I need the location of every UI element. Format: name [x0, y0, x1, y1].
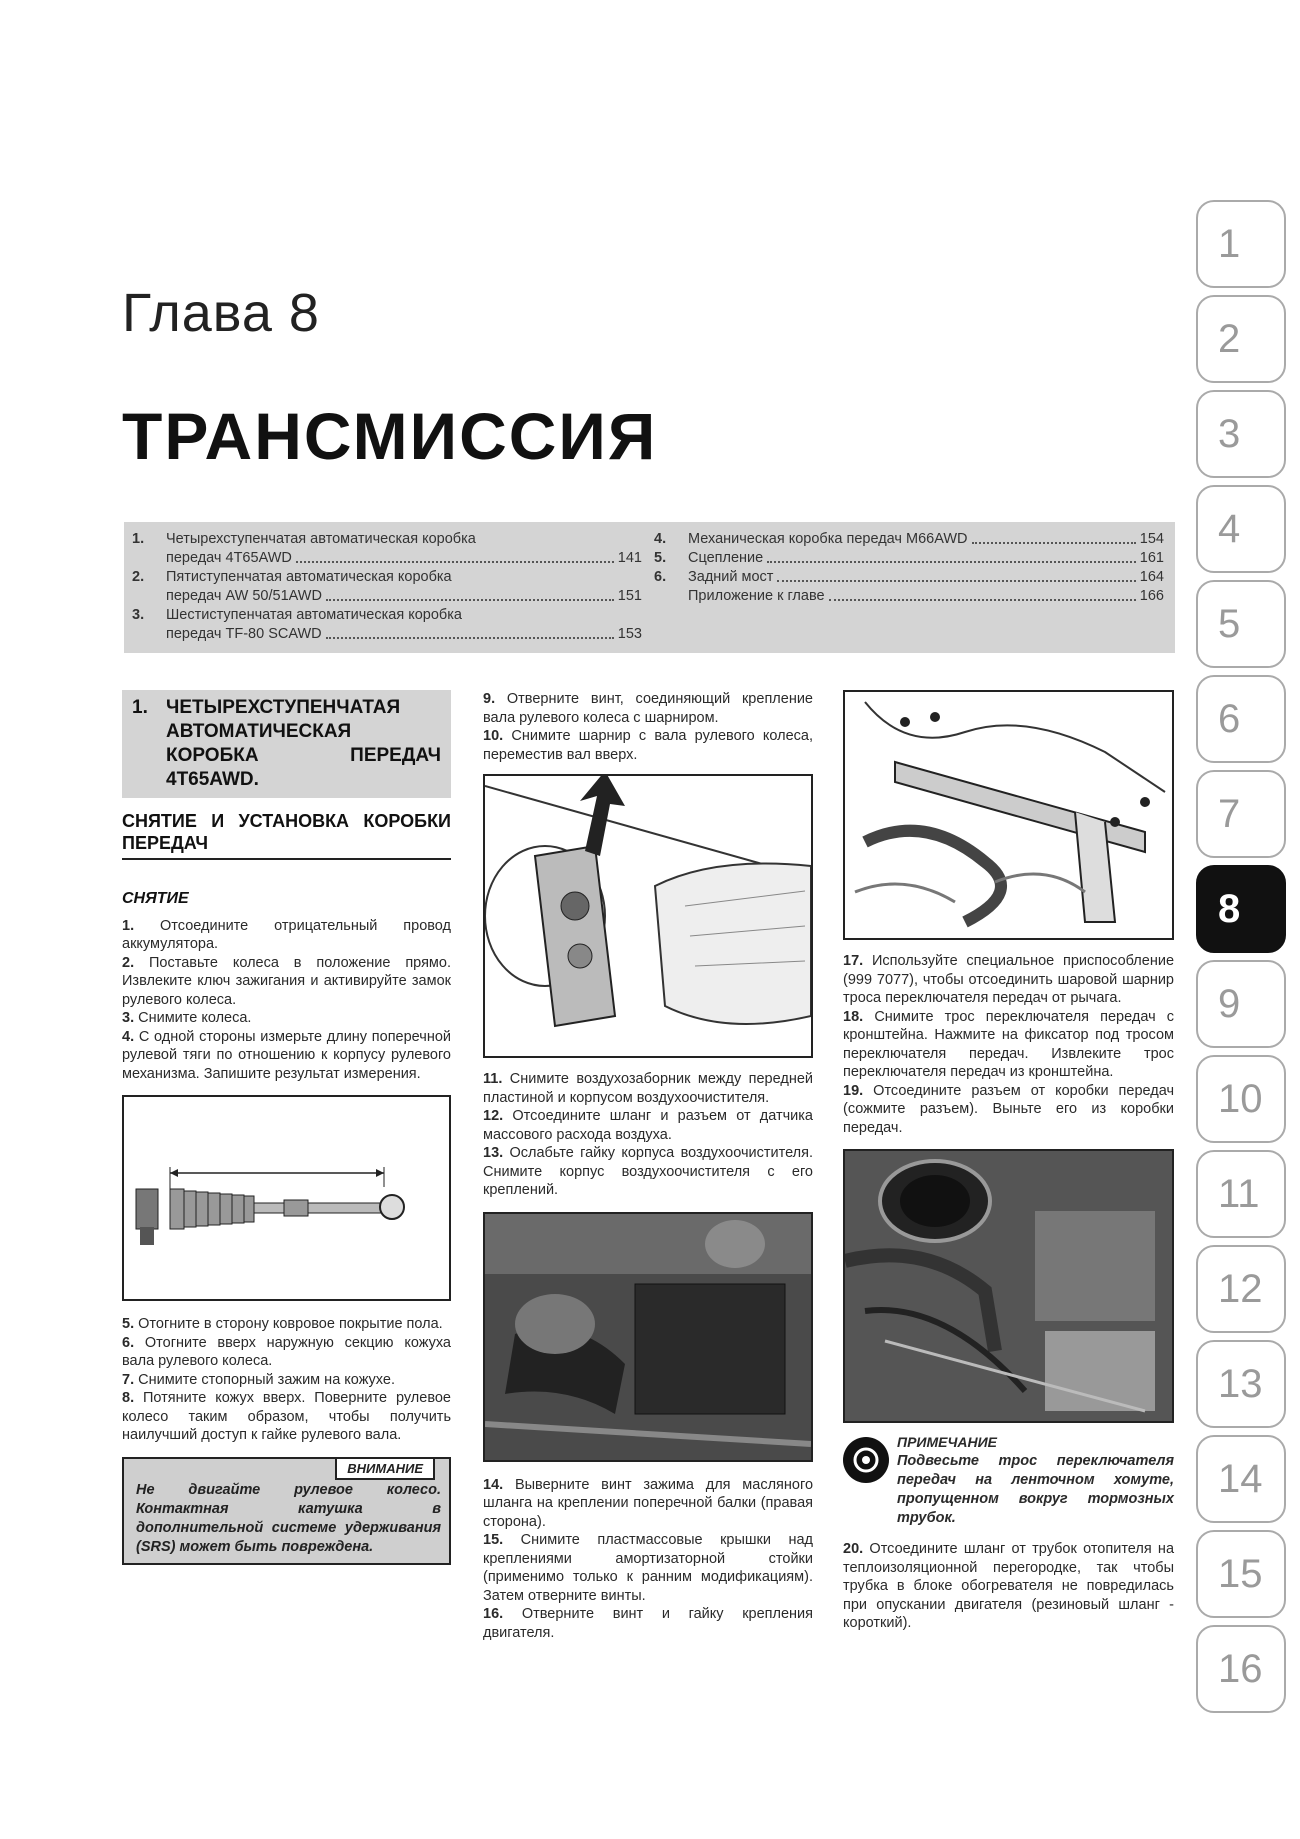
step-text: С одной стороны измерьте длину поперечной рулевой тяги по отношению к корпусу рулевого механизма. Запишите результат измерения. [122, 1028, 451, 1082]
subsection-heading: СНЯТИЕ И УСТАНОВКА КОРОБКИ ПЕРЕДАЧ [122, 810, 451, 860]
step-number: 13. [483, 1145, 504, 1161]
step-number: 7. [122, 1371, 135, 1388]
toc-entry-title: передач AW 50/51AWD [166, 588, 322, 604]
instruction-step [483, 1070, 813, 1107]
engine-bay-photo [485, 1214, 811, 1460]
toc-entry [654, 549, 1164, 568]
tie-rod-figure [122, 1095, 451, 1301]
toc-entry-page: 141 [617, 550, 642, 566]
step-number: 16. [483, 1606, 504, 1622]
toc-entry-title: Пятиступенчатая автоматическая коробка [166, 569, 452, 585]
warning-box [122, 1457, 451, 1565]
removal-heading: СНЯТИЕ [122, 890, 189, 907]
chapter-tab-13[interactable]: 13 [1196, 1340, 1286, 1428]
step-text: Отогните в сторону ковровое покрытие пола. [138, 1316, 443, 1332]
steps-list [843, 952, 1174, 1137]
toc-entry-title: Механическая коробка передач M66AWD [688, 531, 968, 547]
tie-rod-illustration [124, 1097, 449, 1299]
chapter-tab-14[interactable]: 14 [1196, 1435, 1286, 1523]
toc-entry-number: 1. [132, 531, 145, 547]
step-text: Снимите воздухозаборник между передней пластиной и корпусом воздухоочистителя. [483, 1071, 813, 1106]
step-number: 4. [122, 1028, 135, 1045]
step-number: 3. [122, 1010, 135, 1026]
toc-left-column [132, 530, 642, 644]
step-text: Снимите пластмассовые крышки над креплениями амортизаторной стойки (применимо только к ранним модификациям). Затем отверните винты. [483, 1532, 813, 1604]
instruction-step [122, 954, 451, 1010]
chapter-label: Глава 8 [122, 283, 320, 343]
crossmember-illustration [845, 692, 1172, 938]
note-text: Подвесьте трос переключателя передач на ленточном хомуте, пропущенном вокруг тормозных трубок. [897, 1453, 1174, 1526]
chapter-tab-5[interactable]: 5 [1196, 580, 1286, 668]
steps-list [483, 690, 813, 764]
step-number: 14. [483, 1476, 504, 1493]
warning-text: Не двигайте рулевое колесо. Контактная катушка в дополнительной системе удерживания (SRS) может быть повреждена. [136, 1481, 441, 1555]
toc-entry-title: Задний мост [688, 569, 774, 585]
chapter-tab-15[interactable]: 15 [1196, 1530, 1286, 1618]
step-text: Потяните кожух вверх. Поверните рулевое колесо таким образом, чтобы получить наилучший доступ к гайке рулевого вала. [122, 1390, 452, 1443]
instruction-step [122, 1334, 451, 1371]
toc-entry-page: 153 [617, 626, 642, 642]
instruction-step [122, 1315, 451, 1334]
chapter-tab-16[interactable]: 16 [1196, 1625, 1286, 1713]
steering-shaft-illustration [485, 776, 811, 1056]
toc-entry [132, 530, 642, 568]
step-number: 8. [122, 1390, 135, 1406]
step-text: Отсоедините шланг и разъем от датчика массового расхода воздуха. [483, 1108, 813, 1143]
step-text: Отсоедините разъем от коробки передач (сожмите разъем). Выньте его из коробки передач. [843, 1082, 1175, 1136]
instruction-step [483, 1107, 813, 1144]
note-title: ПРИМЕЧАНИЕ [897, 1434, 998, 1450]
steps-list [843, 1540, 1174, 1633]
chapter-tab-4[interactable]: 4 [1196, 485, 1286, 573]
air-filter-photo [483, 1212, 813, 1462]
instruction-step [483, 727, 813, 764]
step-text: Снимите стопорный зажим на кожухе. [138, 1371, 395, 1388]
steps-list [483, 1070, 813, 1200]
step-text: Ослабьте гайку корпуса воздухоочистителя. Снимите корпус воздухоочистителя с его креплений. [483, 1145, 813, 1198]
column-3 [843, 690, 1174, 1633]
steps-list [483, 1476, 813, 1643]
step-text: Отсоедините отрицательный провод аккумулятора. [122, 917, 452, 952]
step-number: 10. [483, 728, 504, 744]
toc-entry-title: Четырехступенчатая автоматическая коробка [166, 531, 476, 547]
chapter-tab-8[interactable]: 8 [1196, 865, 1286, 953]
step-number: 2. [122, 954, 135, 971]
section-number: 1. [132, 697, 148, 718]
instruction-step [483, 1531, 813, 1605]
toc-entry-number [654, 587, 688, 606]
step-text: Поставьте колеса в положение прямо. Извлеките ключ зажигания и активируйте замок рулевого колеса. [122, 954, 451, 1008]
instruction-step [122, 1009, 451, 1028]
instruction-step [843, 1082, 1174, 1138]
instruction-step [483, 1476, 813, 1532]
step-text: Снимите трос переключателя передач с кронштейна. Нажмите на фиксатор под тросом переключателя передач. Извлеките трос переключателя передач из кронштейна. [843, 1008, 1175, 1080]
toc-entry-title: Шестиступенчатая автоматическая коробка [166, 607, 462, 623]
toc-entry [132, 606, 642, 644]
toc-entry-page: 151 [617, 588, 642, 604]
instruction-step [843, 1008, 1174, 1082]
toc-entry [654, 530, 1164, 549]
toc-entry-page: 166 [1139, 588, 1164, 604]
chapter-tab-3[interactable]: 3 [1196, 390, 1286, 478]
instruction-step [122, 1028, 451, 1084]
instruction-step [843, 1540, 1174, 1633]
step-number: 9. [483, 691, 496, 707]
step-number: 5. [122, 1316, 135, 1332]
chapter-tab-12[interactable]: 12 [1196, 1245, 1286, 1333]
toc-right-column [654, 530, 1164, 606]
step-text: Отверните винт и гайку крепления двигателя. [483, 1606, 813, 1641]
chapter-tab-10[interactable]: 10 [1196, 1055, 1286, 1143]
step-number: 15. [483, 1532, 504, 1548]
toc-entry-page: 164 [1139, 569, 1164, 585]
chapter-tab-2[interactable]: 2 [1196, 295, 1286, 383]
instruction-step [122, 1371, 451, 1390]
engine-photo [843, 1149, 1174, 1423]
toc-entry [132, 568, 642, 606]
toc-entry-number: 4. [654, 531, 667, 547]
toc-entry [654, 587, 1164, 606]
note-block [843, 1433, 1174, 1528]
instruction-step [483, 690, 813, 727]
step-text: Снимите колеса. [138, 1010, 252, 1026]
step-text: Используйте специальное приспособление (999 7077), чтобы отсоединить шаровой шарнир троса переключателя передач от рычага. [843, 953, 1175, 1006]
toc-entry-title: передач 4T65AWD [166, 550, 292, 566]
warning-label: ВНИМАНИЕ [335, 1457, 435, 1480]
chapter-tab-6[interactable]: 6 [1196, 675, 1286, 763]
toc-entry-title: Сцепление [688, 550, 764, 566]
instruction-step [483, 1605, 813, 1642]
crossmember-figure [843, 690, 1174, 940]
step-number: 11. [483, 1071, 503, 1087]
chapter-tab-1[interactable]: 1 [1196, 200, 1286, 288]
column-2 [483, 690, 813, 1642]
section-title: ЧЕТЫРЕХСТУПЕНЧАТАЯ АВТОМАТИЧЕСКАЯ КОРОБКА ПЕРЕДАЧ 4T65AWD. [166, 697, 441, 790]
toc-entry-title: Приложение к главе [688, 588, 825, 604]
engine-pipes-photo [845, 1151, 1172, 1421]
steering-shaft-figure [483, 774, 813, 1058]
step-number: 12. [483, 1108, 504, 1124]
step-text: Отверните винт, соединяющий крепление вала рулевого колеса с шарниром. [483, 691, 813, 726]
toc-entry [654, 568, 1164, 587]
toc-entry-title: передач TF-80 SCAWD [166, 626, 322, 642]
section-heading [122, 690, 451, 798]
chapter-tab-7[interactable]: 7 [1196, 770, 1286, 858]
step-text: Выверните винт зажима для масляного шланга на креплении поперечной балки (правая сторона). [483, 1476, 814, 1530]
step-text: Отогните вверх наружную секцию кожуха вала рулевого колеса. [122, 1334, 451, 1369]
toc-entry-number: 3. [132, 607, 145, 623]
chapter-title: ТРАНСМИССИЯ [122, 399, 658, 473]
column-1 [122, 690, 451, 1565]
instruction-step [122, 917, 451, 954]
toc-entry-page: 154 [1139, 531, 1164, 547]
step-number: 18. [843, 1008, 864, 1025]
steps-list [122, 917, 451, 1084]
step-number: 6. [122, 1334, 135, 1351]
step-number: 20. [843, 1541, 864, 1557]
chapter-tab-9[interactable]: 9 [1196, 960, 1286, 1048]
toc-entry-page: 161 [1139, 550, 1164, 566]
step-text: Снимите шарнир с вала рулевого колеса, переместив вал вверх. [483, 728, 813, 763]
instruction-step [122, 1389, 451, 1445]
instruction-step [843, 952, 1174, 1008]
instruction-step [483, 1144, 813, 1200]
step-number: 1. [122, 917, 135, 934]
step-number: 19. [843, 1082, 864, 1099]
table-of-contents [124, 522, 1175, 653]
chapter-tab-11[interactable]: 11 [1196, 1150, 1286, 1238]
step-number: 17. [843, 953, 864, 969]
toc-entry-number: 6. [654, 569, 667, 585]
step-text: Отсоедините шланг от трубок отопителя на теплоизоляционной перегородке, так чтобы трубка в блоке обогревателя не повредилась при опускании двигателя (резиновый шланг - короткий). [843, 1541, 1175, 1631]
toc-entry-number: 5. [654, 550, 667, 566]
steps-list [122, 1315, 451, 1445]
note-icon [843, 1437, 889, 1483]
toc-entry-number: 2. [132, 569, 145, 585]
